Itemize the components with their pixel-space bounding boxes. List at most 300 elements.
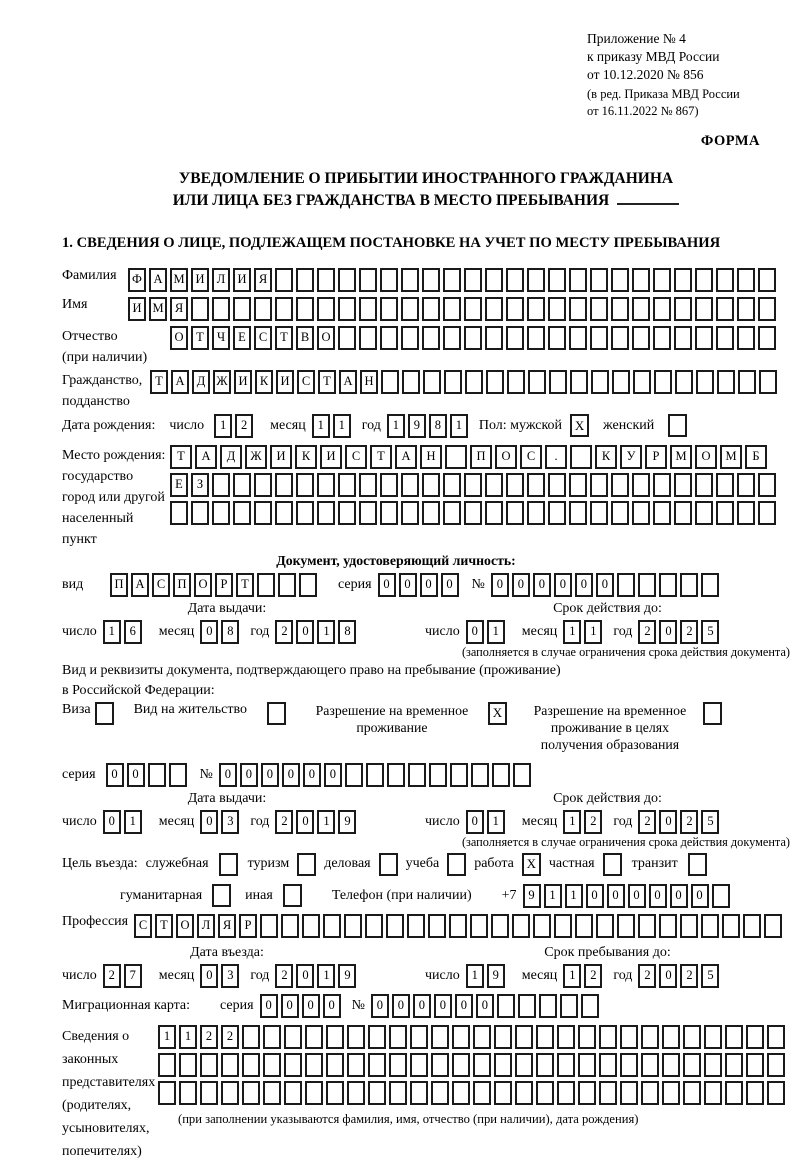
form-cell[interactable] (233, 473, 251, 497)
form-cell[interactable]: О (176, 914, 194, 938)
form-cell[interactable]: 0 (466, 620, 484, 644)
form-cell[interactable] (338, 297, 356, 321)
form-cell[interactable]: 2 (584, 810, 602, 834)
form-cell[interactable] (653, 297, 671, 321)
form-cell[interactable] (359, 473, 377, 497)
form-cell[interactable] (485, 501, 503, 525)
form-cell[interactable] (401, 326, 419, 350)
form-cell[interactable] (599, 1081, 617, 1105)
form-cell[interactable] (578, 1053, 596, 1077)
form-cell[interactable] (465, 370, 483, 394)
form-cell[interactable]: С (345, 445, 367, 469)
form-cell[interactable] (428, 914, 446, 938)
form-cell[interactable] (497, 994, 515, 1018)
form-cell[interactable] (464, 326, 482, 350)
form-cell[interactable] (591, 370, 609, 394)
form-cell[interactable] (518, 994, 536, 1018)
form-cell[interactable] (746, 1081, 764, 1105)
form-cell[interactable] (200, 1053, 218, 1077)
form-cell[interactable]: А (339, 370, 357, 394)
form-cell[interactable]: 0 (533, 573, 551, 597)
form-cell[interactable]: А (395, 445, 417, 469)
form-cell[interactable] (575, 914, 593, 938)
form-cell[interactable] (263, 1053, 281, 1077)
form-cell[interactable] (302, 914, 320, 938)
form-cell[interactable] (758, 473, 776, 497)
form-cell[interactable]: 0 (296, 810, 314, 834)
form-cell[interactable]: С (134, 914, 152, 938)
form-cell[interactable]: 0 (554, 573, 572, 597)
form-cell[interactable]: Т (370, 445, 392, 469)
form-cell[interactable]: 1 (124, 810, 142, 834)
form-cell[interactable]: 1 (563, 620, 581, 644)
form-cell[interactable] (767, 1081, 785, 1105)
form-cell[interactable]: 1 (387, 414, 405, 438)
form-cell[interactable]: 3 (221, 810, 239, 834)
form-cell[interactable] (758, 501, 776, 525)
form-cell[interactable]: 0 (323, 994, 341, 1018)
form-cell[interactable] (422, 473, 440, 497)
form-cell[interactable] (449, 914, 467, 938)
form-cell[interactable] (704, 1081, 722, 1105)
form-cell[interactable]: 0 (575, 573, 593, 597)
form-cell[interactable]: 1 (487, 620, 505, 644)
form-cell[interactable] (212, 473, 230, 497)
form-cell[interactable]: . (545, 445, 567, 469)
form-cell[interactable] (281, 914, 299, 938)
form-cell[interactable] (275, 297, 293, 321)
form-cell[interactable] (464, 473, 482, 497)
form-cell[interactable]: 3 (221, 964, 239, 988)
form-cell[interactable] (533, 914, 551, 938)
form-cell[interactable] (485, 297, 503, 321)
form-cell[interactable]: 1 (317, 810, 335, 834)
form-cell[interactable] (590, 473, 608, 497)
form-cell[interactable] (169, 763, 187, 787)
form-cell[interactable]: И (276, 370, 294, 394)
form-cell[interactable] (507, 370, 525, 394)
form-cell[interactable]: 2 (275, 620, 293, 644)
form-cell[interactable]: И (320, 445, 342, 469)
form-cell[interactable] (632, 297, 650, 321)
form-cell[interactable] (557, 1053, 575, 1077)
form-cell[interactable] (767, 1025, 785, 1049)
form-cell[interactable]: Т (236, 573, 254, 597)
form-cell[interactable]: 0 (476, 994, 494, 1018)
form-cell[interactable] (381, 370, 399, 394)
form-cell[interactable]: 1 (317, 964, 335, 988)
form-cell[interactable] (401, 268, 419, 292)
form-cell[interactable] (389, 1025, 407, 1049)
form-cell[interactable]: К (255, 370, 273, 394)
form-cell[interactable]: Ж (245, 445, 267, 469)
form-cell[interactable] (422, 268, 440, 292)
form-cell[interactable] (305, 1081, 323, 1105)
form-cell[interactable]: 0 (103, 810, 121, 834)
form-cell[interactable] (515, 1081, 533, 1105)
purpose-other-checkbox[interactable] (283, 884, 302, 907)
form-cell[interactable] (695, 268, 713, 292)
form-cell[interactable] (305, 1025, 323, 1049)
form-cell[interactable] (445, 445, 467, 469)
form-cell[interactable] (323, 914, 341, 938)
form-cell[interactable] (470, 914, 488, 938)
form-cell[interactable] (570, 445, 592, 469)
form-cell[interactable]: И (191, 268, 209, 292)
form-cell[interactable] (473, 1081, 491, 1105)
form-cell[interactable] (767, 1053, 785, 1077)
temp-residence-checkbox[interactable]: X (488, 702, 507, 725)
form-cell[interactable] (492, 763, 510, 787)
form-cell[interactable] (725, 1081, 743, 1105)
form-cell[interactable] (758, 326, 776, 350)
form-cell[interactable]: 1 (312, 414, 330, 438)
form-cell[interactable]: Т (191, 326, 209, 350)
form-cell[interactable] (659, 914, 677, 938)
form-cell[interactable] (515, 1025, 533, 1049)
form-cell[interactable]: М (149, 297, 167, 321)
form-cell[interactable] (548, 501, 566, 525)
form-cell[interactable] (179, 1081, 197, 1105)
form-cell[interactable] (443, 473, 461, 497)
form-cell[interactable]: О (170, 326, 188, 350)
form-cell[interactable]: 0 (441, 573, 459, 597)
form-cell[interactable] (422, 297, 440, 321)
form-cell[interactable] (704, 1053, 722, 1077)
form-cell[interactable] (599, 1025, 617, 1049)
form-cell[interactable] (674, 297, 692, 321)
purpose-transit-checkbox[interactable] (688, 853, 707, 876)
form-cell[interactable] (179, 1053, 197, 1077)
form-cell[interactable] (548, 326, 566, 350)
form-cell[interactable] (431, 1081, 449, 1105)
form-cell[interactable]: 0 (200, 810, 218, 834)
form-cell[interactable] (380, 297, 398, 321)
form-cell[interactable]: 2 (680, 620, 698, 644)
form-cell[interactable] (632, 326, 650, 350)
form-cell[interactable] (158, 1081, 176, 1105)
form-cell[interactable] (506, 297, 524, 321)
form-cell[interactable] (380, 268, 398, 292)
form-cell[interactable] (641, 1081, 659, 1105)
form-cell[interactable]: 0 (455, 994, 473, 1018)
form-cell[interactable] (641, 1053, 659, 1077)
form-cell[interactable] (338, 501, 356, 525)
form-cell[interactable]: 1 (565, 884, 583, 908)
form-cell[interactable] (633, 370, 651, 394)
form-cell[interactable]: Н (360, 370, 378, 394)
form-cell[interactable] (148, 763, 166, 787)
form-cell[interactable]: 2 (221, 1025, 239, 1049)
form-cell[interactable] (317, 473, 335, 497)
form-cell[interactable]: 0 (607, 884, 625, 908)
form-cell[interactable]: Т (275, 326, 293, 350)
form-cell[interactable] (242, 1025, 260, 1049)
form-cell[interactable] (368, 1053, 386, 1077)
form-cell[interactable] (326, 1053, 344, 1077)
form-cell[interactable]: 9 (338, 964, 356, 988)
form-cell[interactable] (638, 573, 656, 597)
residence-permit-checkbox[interactable] (267, 702, 286, 725)
form-cell[interactable] (407, 914, 425, 938)
form-cell[interactable] (410, 1025, 428, 1049)
form-cell[interactable]: 1 (333, 414, 351, 438)
form-cell[interactable]: 1 (544, 884, 562, 908)
form-cell[interactable]: М (720, 445, 742, 469)
form-cell[interactable]: 7 (124, 964, 142, 988)
form-cell[interactable]: 9 (408, 414, 426, 438)
form-cell[interactable] (653, 473, 671, 497)
form-cell[interactable] (296, 473, 314, 497)
form-cell[interactable] (716, 268, 734, 292)
form-cell[interactable] (764, 914, 782, 938)
form-cell[interactable] (548, 268, 566, 292)
form-cell[interactable] (695, 473, 713, 497)
form-cell[interactable] (683, 1081, 701, 1105)
form-cell[interactable] (611, 297, 629, 321)
form-cell[interactable]: Н (420, 445, 442, 469)
form-cell[interactable] (464, 297, 482, 321)
form-cell[interactable] (431, 1025, 449, 1049)
form-cell[interactable] (569, 297, 587, 321)
female-checkbox[interactable] (668, 414, 687, 437)
form-cell[interactable] (512, 914, 530, 938)
form-cell[interactable] (296, 268, 314, 292)
form-cell[interactable] (641, 1025, 659, 1049)
form-cell[interactable] (284, 1053, 302, 1077)
form-cell[interactable] (716, 473, 734, 497)
form-cell[interactable]: 0 (303, 763, 321, 787)
form-cell[interactable] (260, 914, 278, 938)
form-cell[interactable] (359, 297, 377, 321)
form-cell[interactable] (737, 326, 755, 350)
form-cell[interactable] (485, 473, 503, 497)
form-cell[interactable] (506, 326, 524, 350)
form-cell[interactable]: 1 (584, 620, 602, 644)
form-cell[interactable] (506, 473, 524, 497)
form-cell[interactable]: 0 (491, 573, 509, 597)
form-cell[interactable]: Т (170, 445, 192, 469)
form-cell[interactable] (429, 763, 447, 787)
form-cell[interactable]: Ф (128, 268, 146, 292)
form-cell[interactable] (464, 268, 482, 292)
form-cell[interactable] (402, 370, 420, 394)
form-cell[interactable] (299, 573, 317, 597)
form-cell[interactable] (528, 370, 546, 394)
form-cell[interactable]: Л (212, 268, 230, 292)
form-cell[interactable] (557, 1081, 575, 1105)
form-cell[interactable] (680, 914, 698, 938)
form-cell[interactable] (387, 763, 405, 787)
form-cell[interactable]: 5 (701, 964, 719, 988)
form-cell[interactable] (444, 370, 462, 394)
form-cell[interactable]: 0 (296, 964, 314, 988)
form-cell[interactable]: П (470, 445, 492, 469)
form-cell[interactable] (275, 268, 293, 292)
form-cell[interactable] (611, 473, 629, 497)
form-cell[interactable] (680, 573, 698, 597)
form-cell[interactable] (443, 501, 461, 525)
form-cell[interactable]: 2 (638, 810, 656, 834)
form-cell[interactable] (494, 1025, 512, 1049)
form-cell[interactable] (410, 1053, 428, 1077)
form-cell[interactable]: 0 (512, 573, 530, 597)
form-cell[interactable]: 8 (221, 620, 239, 644)
form-cell[interactable] (632, 268, 650, 292)
form-cell[interactable]: 0 (659, 810, 677, 834)
form-cell[interactable]: И (270, 445, 292, 469)
form-cell[interactable] (659, 573, 677, 597)
form-cell[interactable]: 9 (338, 810, 356, 834)
form-cell[interactable]: 1 (466, 964, 484, 988)
form-cell[interactable] (578, 1025, 596, 1049)
form-cell[interactable] (743, 914, 761, 938)
form-cell[interactable] (662, 1025, 680, 1049)
form-cell[interactable] (737, 501, 755, 525)
form-cell[interactable] (653, 268, 671, 292)
form-cell[interactable] (389, 1053, 407, 1077)
form-cell[interactable] (590, 501, 608, 525)
form-cell[interactable] (317, 268, 335, 292)
form-cell[interactable]: 1 (317, 620, 335, 644)
form-cell[interactable]: 1 (563, 964, 581, 988)
form-cell[interactable]: 0 (399, 573, 417, 597)
form-cell[interactable]: А (171, 370, 189, 394)
form-cell[interactable]: 0 (691, 884, 709, 908)
form-cell[interactable]: 5 (701, 810, 719, 834)
form-cell[interactable] (359, 326, 377, 350)
form-cell[interactable] (590, 326, 608, 350)
form-cell[interactable] (408, 763, 426, 787)
form-cell[interactable] (359, 501, 377, 525)
form-cell[interactable] (506, 268, 524, 292)
form-cell[interactable] (569, 473, 587, 497)
form-cell[interactable] (638, 914, 656, 938)
form-cell[interactable] (254, 297, 272, 321)
form-cell[interactable]: 2 (638, 964, 656, 988)
form-cell[interactable] (716, 326, 734, 350)
form-cell[interactable] (716, 297, 734, 321)
form-cell[interactable] (506, 501, 524, 525)
form-cell[interactable] (170, 501, 188, 525)
form-cell[interactable] (158, 1053, 176, 1077)
form-cell[interactable] (368, 1081, 386, 1105)
form-cell[interactable]: 0 (371, 994, 389, 1018)
form-cell[interactable] (662, 1081, 680, 1105)
form-cell[interactable] (275, 501, 293, 525)
form-cell[interactable]: 1 (450, 414, 468, 438)
male-checkbox[interactable]: X (570, 414, 589, 437)
form-cell[interactable]: К (295, 445, 317, 469)
form-cell[interactable] (485, 326, 503, 350)
form-cell[interactable] (380, 326, 398, 350)
form-cell[interactable]: Б (745, 445, 767, 469)
form-cell[interactable]: 0 (628, 884, 646, 908)
form-cell[interactable] (570, 370, 588, 394)
form-cell[interactable]: Я (218, 914, 236, 938)
form-cell[interactable] (536, 1025, 554, 1049)
form-cell[interactable] (712, 884, 730, 908)
form-cell[interactable] (401, 297, 419, 321)
form-cell[interactable]: 6 (124, 620, 142, 644)
form-cell[interactable] (620, 1053, 638, 1077)
form-cell[interactable] (296, 501, 314, 525)
form-cell[interactable] (347, 1025, 365, 1049)
form-cell[interactable] (725, 1053, 743, 1077)
form-cell[interactable]: Я (170, 297, 188, 321)
form-cell[interactable]: У (620, 445, 642, 469)
form-cell[interactable] (275, 473, 293, 497)
form-cell[interactable] (548, 297, 566, 321)
form-cell[interactable] (344, 914, 362, 938)
form-cell[interactable] (389, 1081, 407, 1105)
form-cell[interactable] (338, 268, 356, 292)
form-cell[interactable] (617, 573, 635, 597)
form-cell[interactable]: 0 (127, 763, 145, 787)
form-cell[interactable]: Т (150, 370, 168, 394)
form-cell[interactable] (423, 370, 441, 394)
form-cell[interactable] (422, 326, 440, 350)
form-cell[interactable]: 2 (103, 964, 121, 988)
form-cell[interactable] (696, 370, 714, 394)
form-cell[interactable]: 0 (324, 763, 342, 787)
form-cell[interactable] (737, 268, 755, 292)
form-cell[interactable]: 0 (261, 763, 279, 787)
form-cell[interactable]: 5 (701, 620, 719, 644)
form-cell[interactable] (701, 914, 719, 938)
form-cell[interactable]: С (254, 326, 272, 350)
form-cell[interactable]: 8 (338, 620, 356, 644)
form-cell[interactable]: И (233, 268, 251, 292)
form-cell[interactable] (401, 473, 419, 497)
form-cell[interactable] (443, 297, 461, 321)
form-cell[interactable] (653, 501, 671, 525)
form-cell[interactable]: П (110, 573, 128, 597)
form-cell[interactable] (221, 1053, 239, 1077)
form-cell[interactable]: 2 (584, 964, 602, 988)
form-cell[interactable] (471, 763, 489, 787)
form-cell[interactable] (431, 1053, 449, 1077)
form-cell[interactable]: Т (155, 914, 173, 938)
form-cell[interactable]: Р (645, 445, 667, 469)
form-cell[interactable] (527, 326, 545, 350)
form-cell[interactable]: 2 (235, 414, 253, 438)
form-cell[interactable]: Д (192, 370, 210, 394)
form-cell[interactable]: 0 (420, 573, 438, 597)
form-cell[interactable] (380, 473, 398, 497)
form-cell[interactable] (305, 1053, 323, 1077)
form-cell[interactable] (759, 370, 777, 394)
form-cell[interactable]: П (173, 573, 191, 597)
form-cell[interactable]: О (317, 326, 335, 350)
form-cell[interactable] (443, 268, 461, 292)
form-cell[interactable] (380, 501, 398, 525)
form-cell[interactable]: И (234, 370, 252, 394)
form-cell[interactable] (221, 1081, 239, 1105)
form-cell[interactable] (284, 1025, 302, 1049)
form-cell[interactable] (254, 501, 272, 525)
form-cell[interactable] (632, 501, 650, 525)
form-cell[interactable]: О (695, 445, 717, 469)
form-cell[interactable]: 2 (200, 1025, 218, 1049)
form-cell[interactable]: 0 (302, 994, 320, 1018)
form-cell[interactable] (359, 268, 377, 292)
form-cell[interactable] (722, 914, 740, 938)
form-cell[interactable]: Л (197, 914, 215, 938)
form-cell[interactable] (452, 1025, 470, 1049)
form-cell[interactable] (401, 501, 419, 525)
form-cell[interactable]: М (170, 268, 188, 292)
